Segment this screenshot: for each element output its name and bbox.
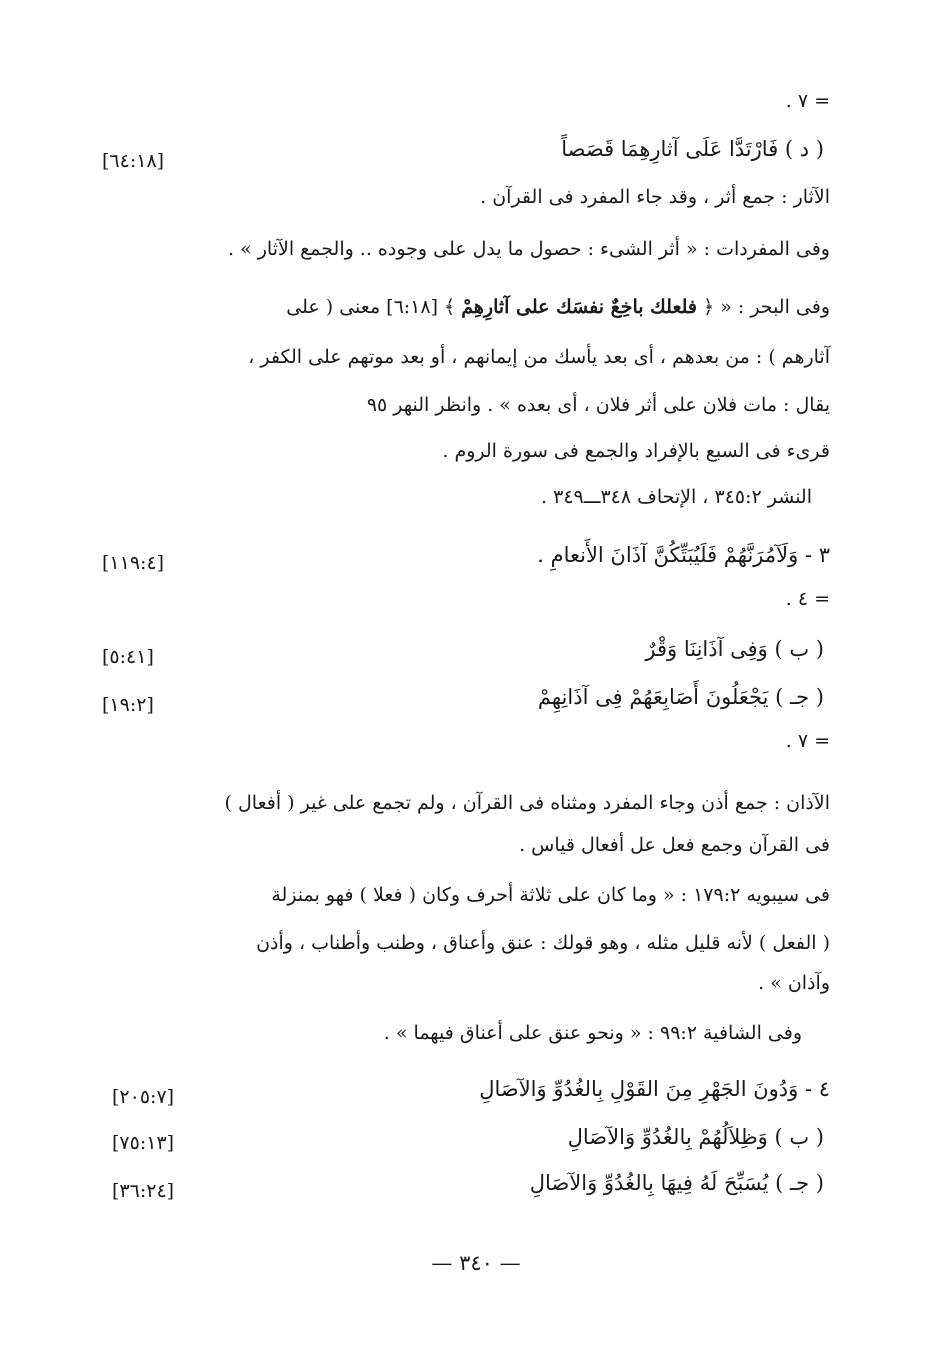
citation-line: النشر ٣٤٥:٢ ، الإتحاف ٣٤٨ـــ٣٤٩ . (541, 486, 812, 508)
text-line: الآثار : جمع أثر ، وقد جاء المفرد فى القرآن . (480, 186, 830, 208)
quran-verse-line: ( د ) فَارْتَدَّا عَلَى آثارِهِمَا قَصَصاً (561, 137, 824, 161)
verse-reference: [٥:٤١] (102, 646, 154, 668)
text-line: الآذان : جمع أذن وجاء المفرد ومثناه فى القرآن ، ولم تجمع على غير ( أفعال ) (224, 792, 830, 814)
verse-reference: [٦٤:١٨] (102, 150, 165, 172)
quran-verse-line: ( ب ) وَفِى آذَانِنَا وَقْرٌ (645, 637, 824, 661)
marker-line: = ٧ . (785, 90, 830, 112)
quran-verse-line: ( جـ ) يُسَبِّحَ لَهُ فِيهَا بِالغُدُوِّ وَالآصَالِ (529, 1171, 824, 1195)
page-number: — ٣٤٠ — (431, 1251, 521, 1275)
text-line: وفى الشافية ٩٩:٢ : « ونحو عنق على أعناق فيهما » . (383, 1022, 802, 1044)
marker-line: = ٧ . (785, 730, 830, 752)
quran-quote: فلعلك باخِعٌ نفسَك على آثارِهِمْ (461, 296, 697, 318)
text-line: يقال : مات فلان على أثر فلان ، أى بعده » . وانظر النهر ٩٥ (366, 394, 830, 416)
quran-verse-line: ( جـ ) يَجْعَلُونَ أَصَابِعَهُمْ فِى آذَانِهِمْ (537, 685, 824, 709)
quran-verse-line: ( ب ) وَظِلاَلُهُمْ بِالغُدُوِّ وَالآصَالِ (567, 1125, 824, 1149)
verse-reference: [١١٩:٤] (102, 552, 165, 574)
text-line: آثارهم ) : من بعدهم ، أى بعد يأسك من إيمانهم ، أو بعد موتهم على الكفر ، (248, 346, 830, 368)
quran-verse-line: ٣ - وَلَآمُرَنَّهُمْ فَلَيُبَتِّكُنَّ آذَانَ الأَنعامِ . (537, 543, 830, 567)
verse-reference: [٢٠٥:٧] (112, 1086, 175, 1108)
text-line: فى القرآن وجمع فعل عل أفعال قياس . (519, 834, 830, 856)
text-line: ( الفعل ) لأنه قليل مثله ، وهو قولك : عنق وأعناق ، وطنب وأطناب ، وأذن (256, 932, 830, 954)
text-span: ﴾ [٦:١٨] معنى ( على (286, 296, 462, 318)
text-line: فى سيبويه ١٧٩:٢ : « وما كان على ثلاثة أحرف وكان ( فعلا ) فهو بمنزلة (271, 884, 830, 906)
quran-verse-line: ٤ - وَدُونَ الجَهْرِ مِنَ القَوْلِ بِالغُدُوِّ وَالآصَالِ (479, 1077, 830, 1101)
text-line: وفى المفردات : « أثر الشىء : حصول ما يدل على وجوده .. والجمع الآثار » . (228, 238, 830, 260)
marker-line: = ٤ . (785, 588, 830, 610)
text-line: قرىء فى السبع بالإفراد والجمع فى سورة الروم . (442, 440, 830, 462)
text-line: وآذان » . (758, 972, 830, 994)
text-span: وفى البحر : « ﴿ (697, 296, 830, 318)
verse-reference: [٣٦:٢٤] (112, 1180, 175, 1202)
verse-reference: [٧٥:١٣] (112, 1132, 175, 1154)
verse-reference: [١٩:٢] (102, 694, 154, 716)
text-line (286, 292, 830, 322)
